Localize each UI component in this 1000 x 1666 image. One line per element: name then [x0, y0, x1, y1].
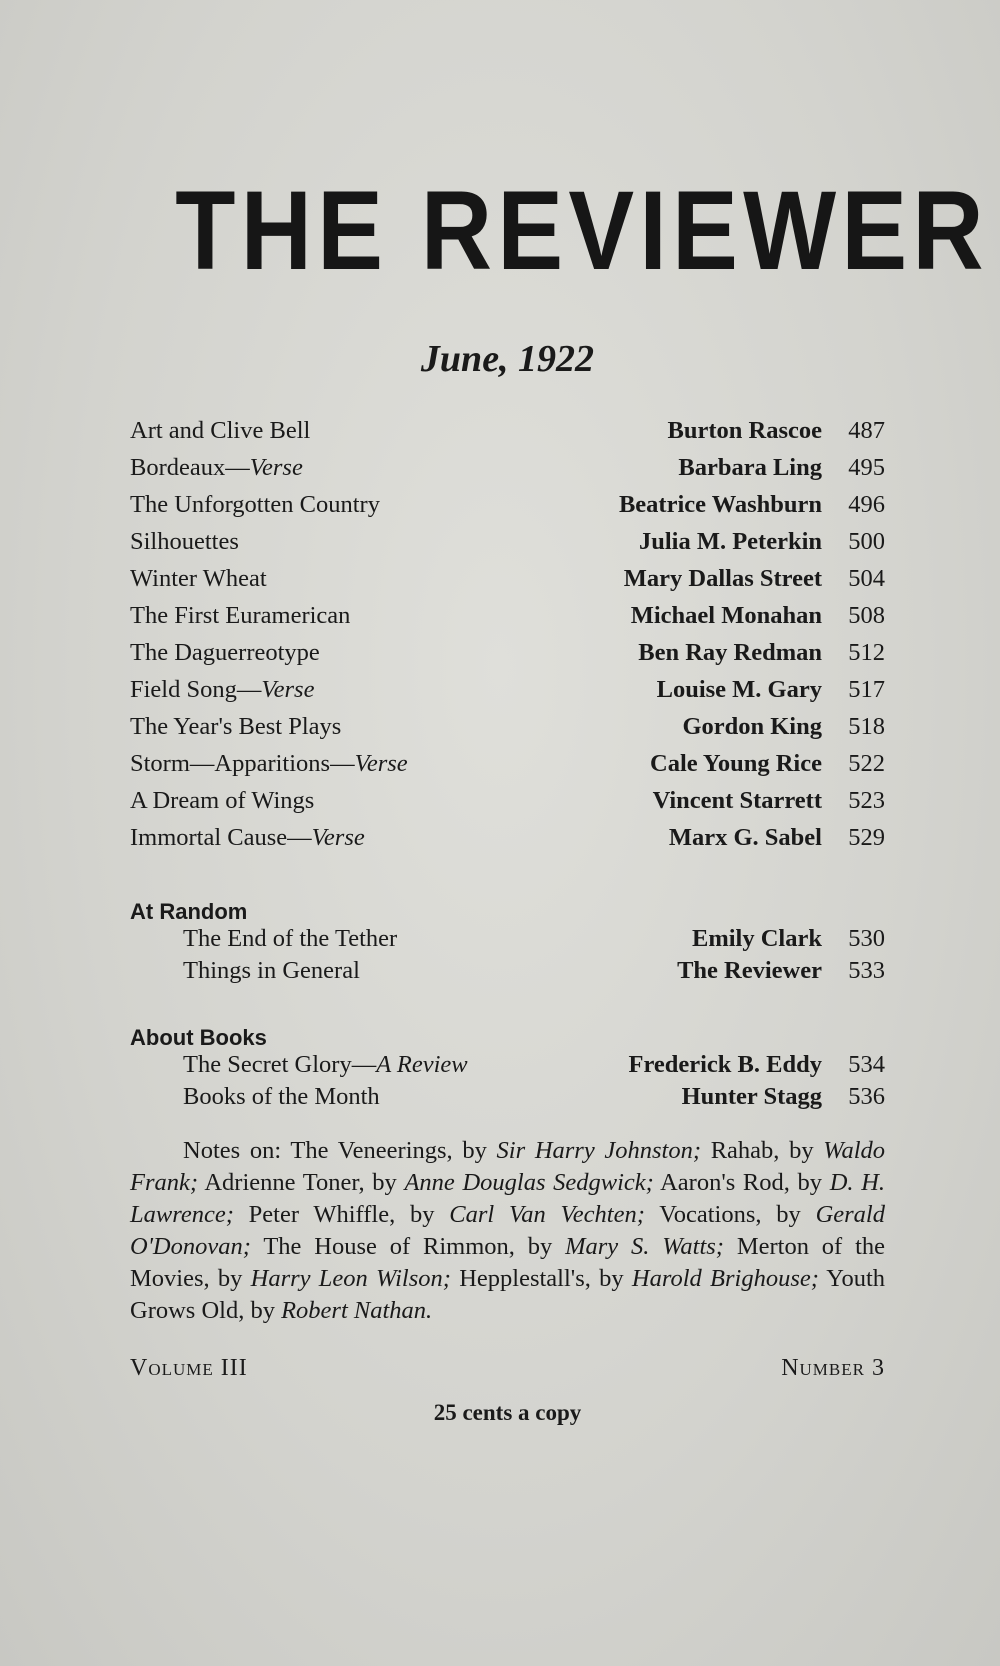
about-books-list — [130, 1051, 885, 1115]
entry-page-number: 512 — [848, 639, 885, 666]
toc-entry — [130, 639, 885, 676]
entry-title-text: The First Euramerican — [130, 602, 351, 629]
entry-page-number: 504 — [848, 565, 885, 592]
entry-title-text: Winter Wheat — [130, 565, 267, 592]
toc-entry — [130, 602, 885, 639]
notes-text: Merton of the Movies, by — [130, 1233, 885, 1292]
about-books-heading: About Books — [130, 1025, 267, 1050]
entry-title — [130, 491, 619, 519]
entry-title-text: The Secret Glory— — [183, 1051, 377, 1078]
notes-text: Youth Grows Old, by — [130, 1265, 886, 1324]
entry-page-number: 496 — [848, 491, 885, 518]
entry-author: Michael Monahan — [630, 602, 822, 629]
entry-author: Hunter Stagg — [681, 1083, 822, 1110]
entry-title — [130, 602, 631, 630]
entry-page-number: 487 — [848, 417, 885, 444]
notes-text: Notes on: The Veneerings, by — [183, 1137, 497, 1164]
entry-title — [130, 639, 638, 667]
entry-title-italic: A Review — [376, 1051, 468, 1078]
entry-title-text: Field Song— — [130, 676, 262, 703]
toc-entry — [130, 676, 885, 713]
masthead-title: THE REVIEWER — [175, 168, 989, 293]
entry-author: Marx G. Sabel — [668, 824, 822, 851]
entry-author: Emily Clark — [692, 925, 822, 952]
entry-author: Mary Dallas Street — [623, 565, 822, 592]
notes-text: Aaron's Rod, by — [653, 1169, 830, 1196]
entry-page-number: 534 — [848, 1051, 885, 1078]
at-random-list — [130, 925, 885, 989]
entry-title-text: A Dream of Wings — [130, 787, 315, 814]
entry-author: Julia M. Peterkin — [638, 528, 822, 555]
entry-page-number: 533 — [848, 957, 885, 984]
toc-entry — [130, 565, 885, 602]
notes-text: Peter Whiffle, by — [233, 1201, 450, 1228]
notes-text: Rahab, by — [701, 1137, 824, 1164]
entry-page-number: 500 — [848, 528, 885, 555]
number-label: Number 3 — [781, 1355, 885, 1381]
notes-author: Harold Brighouse; — [631, 1265, 819, 1292]
toc-entry — [130, 824, 885, 861]
entry-author: The Reviewer — [677, 957, 822, 984]
notes-author: Mary S. Watts; — [565, 1233, 724, 1260]
entry-title — [130, 750, 650, 778]
notes-text: Adrienne Toner, by — [198, 1169, 405, 1196]
at-random-heading: At Random — [130, 899, 248, 924]
entry-page-number: 530 — [848, 925, 885, 952]
entry-page-number: 536 — [848, 1083, 885, 1110]
entry-author: Frederick B. Eddy — [628, 1051, 822, 1078]
entry-title-text: Bordeaux— — [130, 454, 250, 481]
entry-page-number: 508 — [848, 602, 885, 629]
entry-title — [130, 713, 682, 741]
entry-title-text: The Year's Best Plays — [130, 713, 342, 740]
entry-title-text: Storm—Apparitions— — [130, 750, 355, 777]
notes-text: The House of Rimmon, by — [250, 1233, 566, 1260]
footer — [130, 1355, 885, 1382]
entry-title — [130, 676, 657, 704]
entry-title-text: Immortal Cause— — [130, 824, 312, 851]
entry-title-italic: Verse — [261, 676, 315, 703]
table-of-contents — [130, 417, 885, 1115]
cover-page — [130, 168, 989, 1426]
volume-label: Volume III — [130, 1355, 248, 1381]
entry-author: Gordon King — [682, 713, 822, 740]
entry-author: Burton Rascoe — [667, 417, 822, 444]
toc-entry — [130, 925, 885, 957]
toc-entry — [130, 491, 885, 528]
toc-entry — [130, 957, 885, 989]
toc-entry — [130, 787, 885, 824]
toc-entry — [130, 528, 885, 565]
entry-author: Beatrice Washburn — [618, 491, 822, 518]
entry-page-number: 523 — [848, 787, 885, 814]
entry-title — [130, 824, 669, 852]
entry-author: Vincent Starrett — [652, 787, 822, 814]
notes-author: Gerald O'Donovan; — [130, 1201, 885, 1260]
entry-author: Cale Young Rice — [650, 750, 822, 777]
toc-entry — [130, 1051, 885, 1083]
entry-title-text: Books of the Month — [183, 1083, 380, 1110]
entry-page-number: 518 — [848, 713, 885, 740]
notes-author: Robert Nathan. — [281, 1297, 433, 1324]
entry-author: Ben Ray Redman — [638, 639, 822, 666]
notes-author: Anne Douglas Sedgwick; — [404, 1169, 654, 1196]
entry-title-text: The Daguerreotype — [130, 639, 320, 666]
entry-title-italic: Verse — [311, 824, 365, 851]
entry-title — [130, 957, 677, 985]
entry-title-text: Things in General — [183, 957, 360, 984]
notes-paragraph — [130, 1135, 885, 1327]
toc-entry — [130, 417, 885, 454]
entry-title — [130, 528, 639, 556]
entry-title — [130, 1051, 628, 1079]
notes-text: Vocations, by — [644, 1201, 816, 1228]
notes-text: Hepplestall's, by — [450, 1265, 632, 1292]
price-label: 25 cents a copy — [433, 1400, 582, 1425]
main-contents-list — [130, 417, 885, 861]
entry-title-text: Silhouettes — [130, 528, 239, 555]
entry-page-number: 522 — [848, 750, 885, 777]
entry-page-number: 495 — [848, 454, 885, 481]
entry-title-italic: Verse — [249, 454, 303, 481]
entry-title-text: Art and Clive Bell — [130, 417, 311, 444]
entry-title-text: The Unforgotten Country — [130, 491, 380, 518]
entry-title — [130, 1083, 682, 1111]
entry-title — [130, 454, 678, 482]
toc-entry — [130, 454, 885, 491]
entry-title — [130, 925, 692, 953]
toc-entry — [130, 750, 885, 787]
notes-author: Harry Leon Wilson; — [250, 1265, 451, 1292]
entry-title — [130, 417, 668, 445]
entry-page-number: 517 — [848, 676, 885, 703]
entry-author: Barbara Ling — [678, 454, 822, 481]
issue-date: June, 1922 — [420, 338, 595, 380]
notes-author: D. H. Lawrence; — [130, 1169, 886, 1228]
entry-title-italic: Verse — [354, 750, 408, 777]
entry-title-text: The End of the Tether — [183, 925, 398, 952]
entry-author: Louise M. Gary — [656, 676, 822, 703]
toc-entry — [130, 713, 885, 750]
notes-author: Sir Harry Johnston; — [496, 1137, 702, 1164]
toc-entry — [130, 1083, 885, 1115]
entry-title — [130, 565, 624, 593]
entry-title — [130, 787, 653, 815]
notes-author: Carl Van Vechten; — [449, 1201, 645, 1228]
entry-page-number: 529 — [848, 824, 885, 851]
notes-author: Waldo Frank; — [130, 1137, 885, 1196]
